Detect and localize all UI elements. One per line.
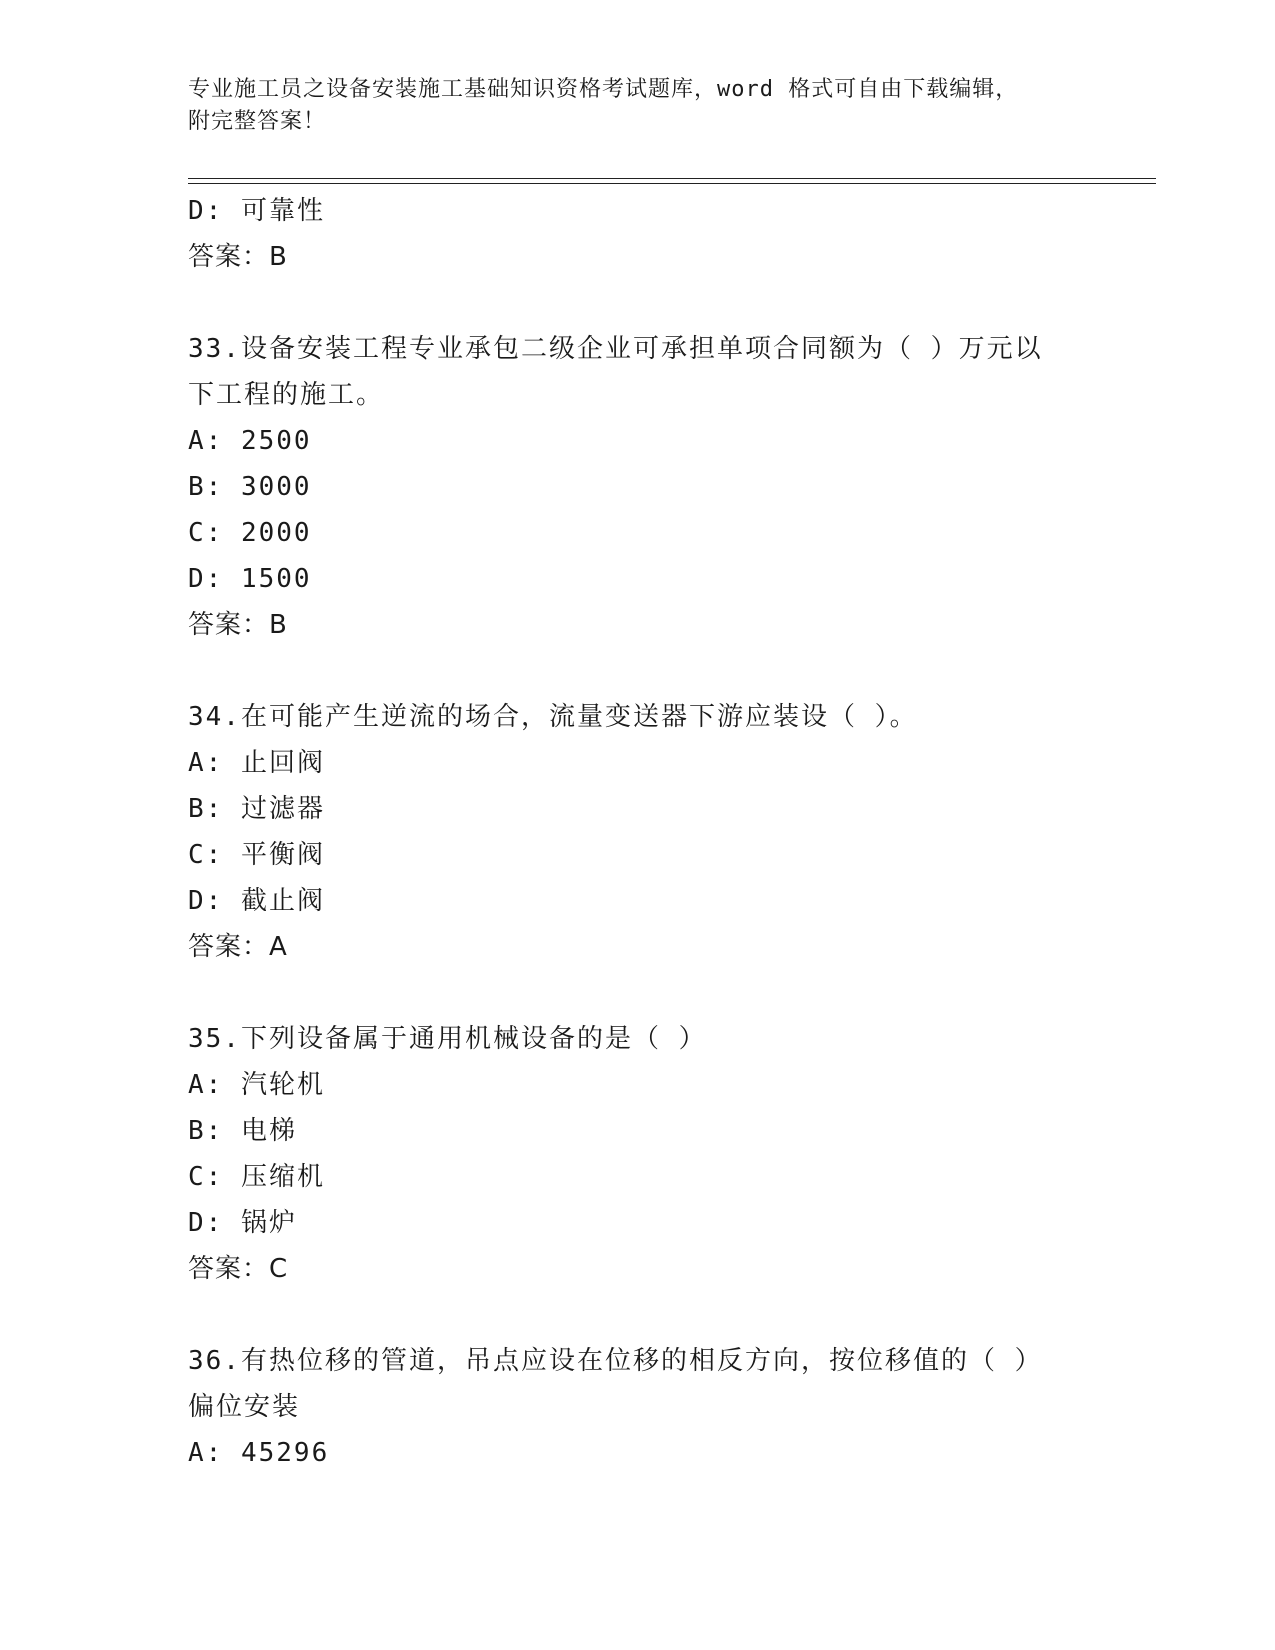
question-list [188, 188, 1148, 1476]
question-35 [188, 1016, 1068, 1062]
question-34-answer: 答案：A [188, 932, 288, 962]
question-33-option-c: C: 2000 [188, 518, 312, 548]
spacer [188, 1292, 1148, 1338]
question-36-option-a: A: 45296 [188, 1438, 330, 1468]
document-header [188, 74, 1118, 138]
question-34-option-a: A: 止回阀 [188, 748, 325, 778]
question-35-option-d: D: 锅炉 [188, 1208, 297, 1238]
question-34-option-b: B: 过滤器 [188, 794, 325, 824]
question-33-option-a: A: 2500 [188, 426, 312, 456]
header-line-2: 附完整答案！ [188, 109, 327, 134]
question-34 [188, 694, 1068, 740]
question-34-text-1: 34.在可能产生逆流的场合，流量变送器下游应装设（ ）。 [188, 702, 918, 732]
prev-option-d: D: 可靠性 [188, 196, 325, 226]
question-33-option-d: D: 1500 [188, 564, 312, 594]
question-36-text-1: 36.有热位移的管道，吊点应设在位移的相反方向，按位移值的（ ） [188, 1346, 1043, 1376]
question-35-answer: 答案：C [188, 1254, 289, 1284]
prev-answer: 答案：B [188, 242, 288, 272]
spacer [188, 648, 1148, 694]
question-33-option-b: B: 3000 [188, 472, 312, 502]
header-line-1: 专业施工员之设备安装施工基础知识资格考试题库，word 格式可自由下载编辑， [188, 77, 1019, 102]
question-35-option-a: A: 汽轮机 [188, 1070, 325, 1100]
spacer [188, 970, 1148, 1016]
question-33-answer: 答案：B [188, 610, 288, 640]
question-35-option-b: B: 电梯 [188, 1116, 297, 1146]
question-36 [188, 1338, 1068, 1430]
question-35-option-c: C: 压缩机 [188, 1162, 325, 1192]
question-34-option-c: C: 平衡阀 [188, 840, 325, 870]
question-36-text-2: 偏位安装 [188, 1392, 301, 1422]
question-33 [188, 326, 1068, 418]
header-divider-top [188, 178, 1156, 179]
header-divider-bottom [188, 183, 1156, 184]
spacer [188, 280, 1148, 326]
question-34-option-d: D: 截止阀 [188, 886, 325, 916]
question-33-text-1: 33.设备安装工程专业承包二级企业可承担单项合同额为（ ）万元以 [188, 334, 1043, 364]
question-35-text-1: 35.下列设备属于通用机械设备的是（ ） [188, 1024, 707, 1054]
question-33-text-2: 下工程的施工。 [188, 380, 385, 410]
